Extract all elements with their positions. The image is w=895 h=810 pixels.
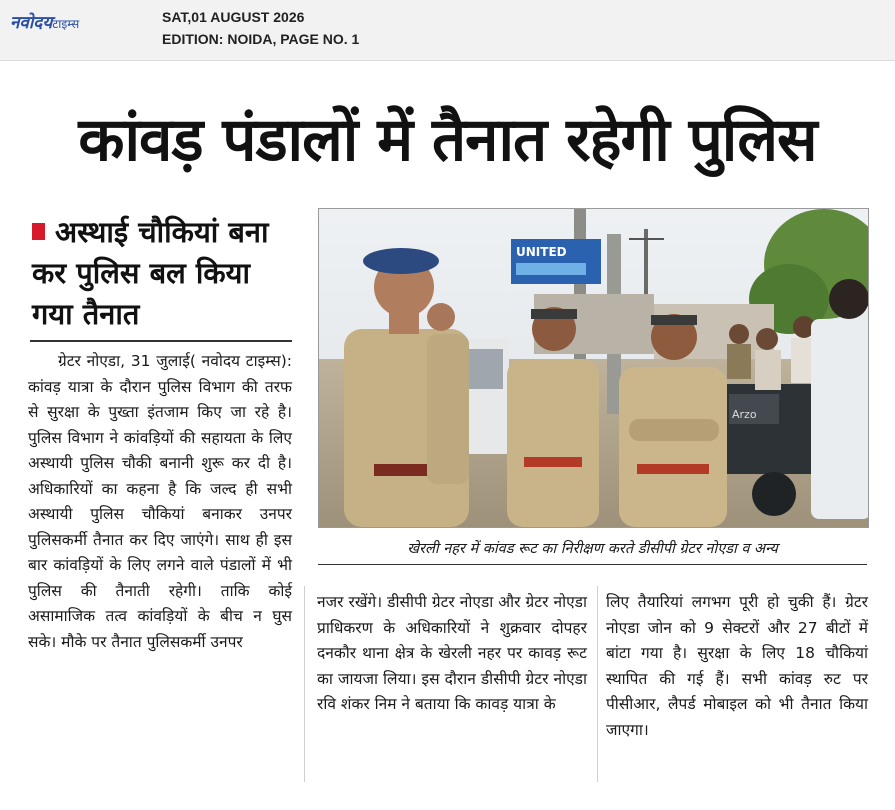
- article-column-3: लिए तैयारियां लगभग पूरी हो चुकी हैं। ग्रेटर नोएडा जोन को 9 सेक्टरों और 27 बीटों में बांटा गया है। सुरक्षा के लिए 18 चौकियां स्थापित की गई हैं। सभी कांवड़ रुट पर पीसीआर, लैपर्ड मोबाइल को भी तैनात किया जाएगा।: [606, 593, 868, 739]
- red-square-bullet-icon: [32, 223, 45, 240]
- subhead-text: अस्थाई चौकियां बना कर पुलिस बल किया गया तैनात: [32, 215, 269, 331]
- banner-text: UNITED: [516, 245, 567, 259]
- article-headline: कांवड़ पंडालों में तैनात रहेगी पुलिस: [78, 105, 817, 175]
- vehicle-text: Arzo: [732, 408, 757, 421]
- column-divider: [304, 586, 305, 782]
- photo-caption: खेरली नहर में कांवड रूट का निरीक्षण करते डीसीपी ग्रेटर नोएडा व अन्य: [318, 538, 867, 565]
- subhead-divider: [30, 340, 292, 342]
- article-photo: [318, 208, 869, 528]
- edition-info: EDITION: NOIDA, PAGE NO. 1: [162, 31, 360, 47]
- logo-sub: टाइम्स: [52, 17, 80, 31]
- article-subhead: [32, 212, 292, 335]
- logo-main: नवोदय: [10, 13, 53, 33]
- column-divider: [597, 586, 598, 782]
- edition-date: SAT,01 AUGUST 2026: [162, 9, 305, 25]
- article-column-2: नजर रखेंगे। डीसीपी ग्रेटर नोएडा और ग्रेटर नोएडा प्राधिकरण के अधिकारियों ने शुक्रवार दोपहर दनकौर थाना क्षेत्र के खेरली नहर पर कावड़ रूट का जायजा लिया। इस दौरान डीसीपी ग्रेटर नोएडा रवि शंकर निम ने बताया कि कावड़ यात्रा के: [317, 593, 587, 713]
- article-column-1: ग्रेटर नोएडा, 31 जुलाई( नवोदय टाइम्स): कांवड़ यात्रा के दौरान पुलिस विभाग की तरफ से सुरक्षा के पुख्ता इंतजाम किए जा रहे है। पुलिस विभाग ने कांवड़ियों की सहायता के लिए अस्थायी पुलिस चौकी बनानी शुरू कर दी है। अधिकारियों का कहना है कि जल्द ही सभी अस्थायी पुलिस चौकियां बनाकर उनपर पुलिसकर्मी तैनात कर दिए जाएंगे। साथ ही इस बार कांवड़ियों के लिए लगने वाले पंडालों में भी पुलिस की तैनाती रहेगी। ताकि कोई असामाजिक तत्व कांवड़ियों के बीच न घुस सके। मौके पर तैनात पुलिसकर्मी उनपर: [28, 352, 292, 651]
- newspaper-logo: [10, 10, 79, 33]
- page-header-bar: [0, 0, 895, 61]
